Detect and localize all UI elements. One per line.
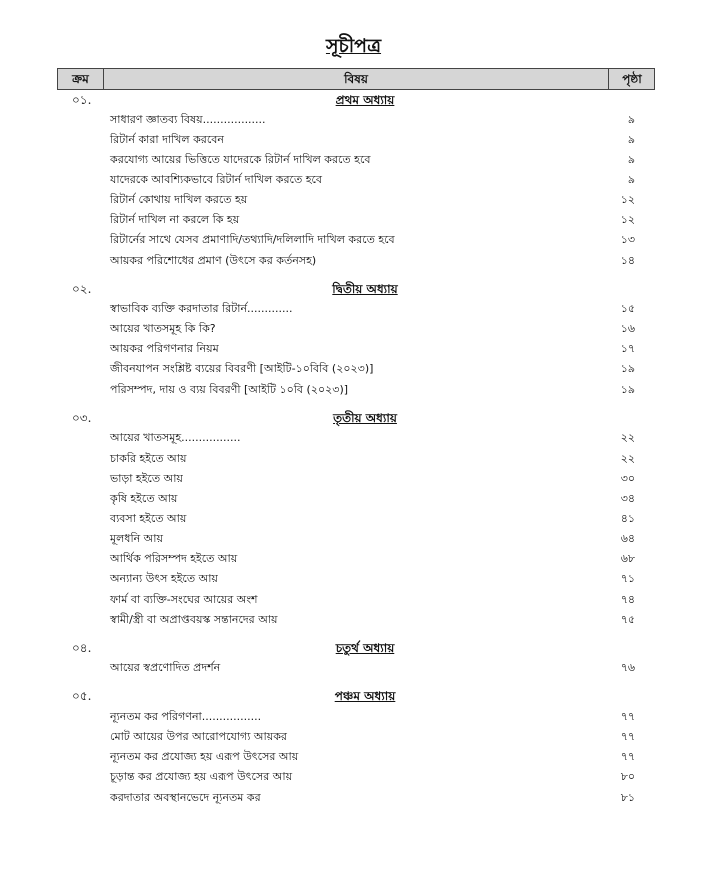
toc-entry-label: পরিসম্পদ, দায় ও ব্যয় বিবরণী [আইটি ১০বি (২০২৩)] (110, 383, 349, 396)
chapter-title: প্রথম অধ্যায় (335, 93, 395, 107)
toc-entry[interactable] (0, 130, 707, 150)
toc-entry-label: ফার্ম বা ব্যক্তি-সংঘের আয়ের অংশ (110, 593, 258, 606)
toc-entry-label: আয়কর পরিশোধের প্রমাণ (উৎসে কর কর্তনসহ) (110, 254, 317, 267)
toc-entry[interactable] (0, 380, 707, 400)
toc-entry-label: করদাতার অবস্থানভেদে ন্যূনতম কর (110, 791, 261, 804)
toc-entry[interactable] (0, 788, 707, 808)
toc-entry-page: ১৫ (620, 302, 635, 315)
toc-entry-label: চূড়ান্ত কর প্রযোজ্য হয় এরূপ উৎসের আয় (110, 770, 293, 783)
toc-entry[interactable] (0, 299, 707, 319)
toc-entry-page: ৮১ (620, 791, 635, 804)
toc-entry-page: ৯ (627, 153, 635, 166)
header-page: পৃষ্ঠা (608, 69, 655, 89)
toc-entry-label: মোট আয়ের উপর আরোপযোগ্য আয়কর (110, 730, 287, 743)
toc-entry[interactable] (0, 190, 707, 210)
toc-entry[interactable] (0, 727, 707, 747)
toc-entry-label: আয়ের খাতসমূহ................. (110, 431, 241, 444)
toc-entry-page: ১৪ (620, 254, 635, 267)
toc-entry-label: আয়কর পরিগণনার নিয়ম (110, 342, 219, 355)
toc-entry-label: আয়ের স্বপ্রণোদিত প্রদর্শন (110, 661, 221, 674)
chapter-heading (0, 90, 707, 110)
toc-entry-page: ১৯ (620, 362, 635, 375)
toc-entry[interactable] (0, 150, 707, 170)
chapter-number: ০৪. (72, 641, 92, 655)
toc-entry-page: ৭৬ (620, 661, 635, 674)
toc-entry[interactable] (0, 489, 707, 509)
table-header (57, 68, 655, 90)
toc-entry-page: ৭১ (620, 572, 635, 585)
toc-entry-label: অন্যান্য উৎস হইতে আয় (110, 572, 218, 585)
page-title: সূচীপত্র (325, 35, 382, 57)
toc-entry[interactable] (0, 509, 707, 529)
toc-entry-page: ৭৭ (620, 750, 635, 763)
toc-entry[interactable] (0, 529, 707, 549)
toc-entry[interactable] (0, 359, 707, 379)
toc-entry-page: ১৭ (620, 342, 635, 355)
toc-entry-label: চাকরি হইতে আয় (110, 452, 187, 465)
chapter-heading (0, 638, 707, 658)
toc-entry[interactable] (0, 230, 707, 250)
chapter-title: দ্বিতীয় অধ্যায় (332, 282, 398, 296)
toc-entry-page: ৮০ (620, 770, 635, 783)
toc-entry-label: সাধারণ জ্ঞাতব্য বিষয়.................. (110, 113, 266, 126)
chapter-heading (0, 408, 707, 428)
toc-entry-label: স্বামী/স্ত্রী বা অপ্রাপ্তবয়স্ক সন্তানদের আয় (110, 613, 278, 626)
toc-entry-page: ৭৪ (620, 593, 635, 606)
chapter-number: ০২. (72, 282, 92, 296)
chapter-title: তৃতীয় অধ্যায় (333, 411, 397, 425)
toc-entry-label: যাদেরকে আবশ্যিকভাবে রিটার্ন দাখিল করতে হবে (110, 173, 323, 186)
toc-entry-page: ১৬ (620, 322, 635, 335)
toc-entry-page: ১৩ (620, 233, 635, 246)
chapter-title: পঞ্চম অধ্যায় (334, 689, 396, 703)
chapter-heading (0, 686, 707, 706)
toc-entry-page: ১২ (620, 213, 635, 226)
toc-entry-label: রিটার্ন কোথায় দাখিল করতে হয় (110, 193, 248, 206)
chapter-title: চতুর্থ অধ্যায় (335, 641, 395, 655)
toc-entry-page: ৭৭ (620, 730, 635, 743)
toc-entry-label: রিটার্ন কারা দাখিল করবেন (110, 133, 224, 146)
toc-entry-label: ন্যূনতম কর পরিগণনা................. (110, 710, 262, 723)
toc-entry[interactable] (0, 319, 707, 339)
toc-entry[interactable] (0, 110, 707, 130)
toc-entry-page: ৯ (627, 133, 635, 146)
toc-entry-label: ভাড়া হইতে আয় (110, 472, 183, 485)
toc-entry-page: ৯ (627, 173, 635, 186)
toc-entry-page: ১৯ (620, 383, 635, 396)
toc-entry-label: ব্যবসা হইতে আয় (110, 512, 187, 525)
toc-entry-label: কৃষি হইতে আয় (110, 492, 178, 505)
toc-entry-label: রিটার্ন দাখিল না করলে কি হয় (110, 213, 240, 226)
toc-entry-label: আয়ের খাতসমূহ কি কি? (110, 322, 216, 335)
toc-entry[interactable] (0, 449, 707, 469)
toc-entry-label: ন্যূনতম কর প্রযোজ্য হয় এরূপ উৎসের আয় (110, 750, 299, 763)
toc-entry[interactable] (0, 747, 707, 767)
toc-entry[interactable] (0, 590, 707, 610)
toc-entry-page: ৪১ (620, 512, 635, 525)
header-subject: বিষয় (344, 72, 368, 86)
toc-entry-page: ২২ (620, 431, 635, 444)
chapter-number: ০১. (72, 93, 92, 107)
toc-entry[interactable] (0, 339, 707, 359)
toc-entry-page: ৭৭ (620, 710, 635, 723)
toc-entry[interactable] (0, 170, 707, 190)
toc-entry[interactable] (0, 707, 707, 727)
chapter-heading (0, 279, 707, 299)
toc-entry[interactable] (0, 767, 707, 787)
toc-entry-label: জীবনযাপন সংশ্লিষ্ট ব্যয়ের বিবরণী [আইটি-১০বিবি (২০২৩)] (110, 362, 374, 375)
toc-entry[interactable] (0, 210, 707, 230)
toc-entry-label: করযোগ্য আয়ের ভিত্তিতে যাদেরকে রিটার্ন দাখিল করতে হবে (110, 153, 371, 166)
toc-entry-label: স্বাভাবিক ব্যক্তি করদাতার রিটার্ন............. (110, 302, 293, 315)
toc-entry-page: ৩৪ (620, 492, 635, 505)
toc-entry[interactable] (0, 549, 707, 569)
toc-entry[interactable] (0, 569, 707, 589)
toc-entry-label: রিটার্নের সাথে যেসব প্রমাণাদি/তথ্যাদি/দলিলাদি দাখিল করতে হবে (110, 233, 395, 246)
chapter-number: ০৩. (72, 411, 92, 425)
toc-entry[interactable] (0, 428, 707, 448)
toc-entry-page: ৯ (627, 113, 635, 126)
toc-entry[interactable] (0, 610, 707, 630)
toc-entry-label: আর্থিক পরিসম্পদ হইতে আয় (110, 552, 238, 565)
toc-entry-page: ২২ (620, 452, 635, 465)
toc-entry-page: ৩০ (620, 472, 635, 485)
toc-entry-page: ১২ (620, 193, 635, 206)
toc-entry[interactable] (0, 469, 707, 489)
toc-entry-page: ৬৪ (620, 532, 635, 545)
toc-entry-page: ৬৮ (620, 552, 635, 565)
toc-entry-label: মূলধনি আয় (110, 532, 163, 545)
toc-entry[interactable] (0, 251, 707, 271)
chapter-number: ০৫. (72, 689, 92, 703)
toc-entry-page: ৭৫ (620, 613, 635, 626)
toc-entry[interactable] (0, 658, 707, 678)
header-serial: ক্রম (58, 69, 104, 89)
